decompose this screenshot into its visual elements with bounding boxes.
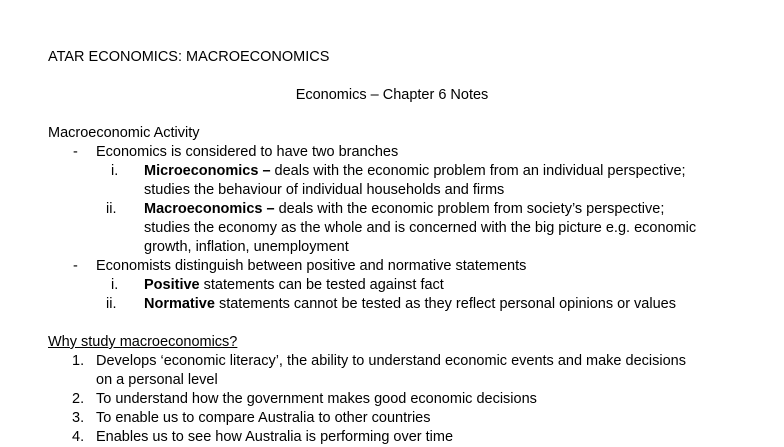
positive-text: statements can be tested against fact [199, 277, 444, 293]
micro-definition-line2: studies the behaviour of individual households and firms [144, 182, 505, 198]
chapter-title: Economics – Chapter 6 Notes [295, 87, 489, 103]
normative-term: Normative [144, 296, 215, 312]
section-heading-why-study: Why study macroeconomics? [48, 334, 238, 350]
micro-text: deals with the economic problem from an individual perspective; [270, 163, 686, 179]
section-heading-macroeconomic-activity: Macroeconomic Activity [48, 125, 200, 141]
macro-term: Macroeconomics – [144, 201, 275, 217]
positive-statement [144, 276, 444, 295]
macro-definition-line3: growth, inflation, unemployment [144, 239, 349, 255]
list-item-text: To understand how the government makes good economic decisions [96, 391, 537, 407]
normative-text: statements cannot be tested as they reflect personal opinions or values [214, 296, 676, 312]
course-title: ATAR ECONOMICS: MACROECONOMICS [48, 49, 330, 65]
list-item-text: To enable us to compare Australia to other countries [96, 410, 431, 426]
list-number: 2. [72, 391, 85, 407]
list-item-text-cont: on a personal level [96, 372, 218, 388]
list-item-text: Enables us to see how Australia is performing over time [96, 429, 454, 445]
micro-term: Microeconomics – [144, 163, 271, 179]
macro-definition-line2: studies the economy as the whole and is concerned with the big picture e.g. economic [144, 220, 697, 236]
list-numeral: i. [111, 277, 119, 293]
macro-text: deals with the economic problem from society’s perspective; [274, 201, 665, 217]
list-number: 3. [72, 410, 85, 426]
bullet-text-statements: Economists distinguish between positive and normative statements [96, 258, 527, 274]
list-number: 4. [72, 429, 85, 445]
positive-term: Positive [144, 277, 200, 293]
list-numeral: i. [111, 163, 119, 179]
bullet-text-branches: Economics is considered to have two branches [96, 144, 399, 160]
list-item-text: Develops ‘economic literacy’, the ability to understand economic events and make decisions [96, 353, 686, 369]
list-numeral: ii. [106, 296, 117, 312]
list-numeral: ii. [106, 201, 117, 217]
bullet-dash: - [73, 144, 78, 160]
normative-statement [144, 295, 676, 314]
bullet-dash: - [73, 258, 78, 274]
macro-definition-line1 [144, 200, 664, 219]
micro-definition-line1 [144, 162, 738, 181]
list-number: 1. [72, 353, 85, 369]
